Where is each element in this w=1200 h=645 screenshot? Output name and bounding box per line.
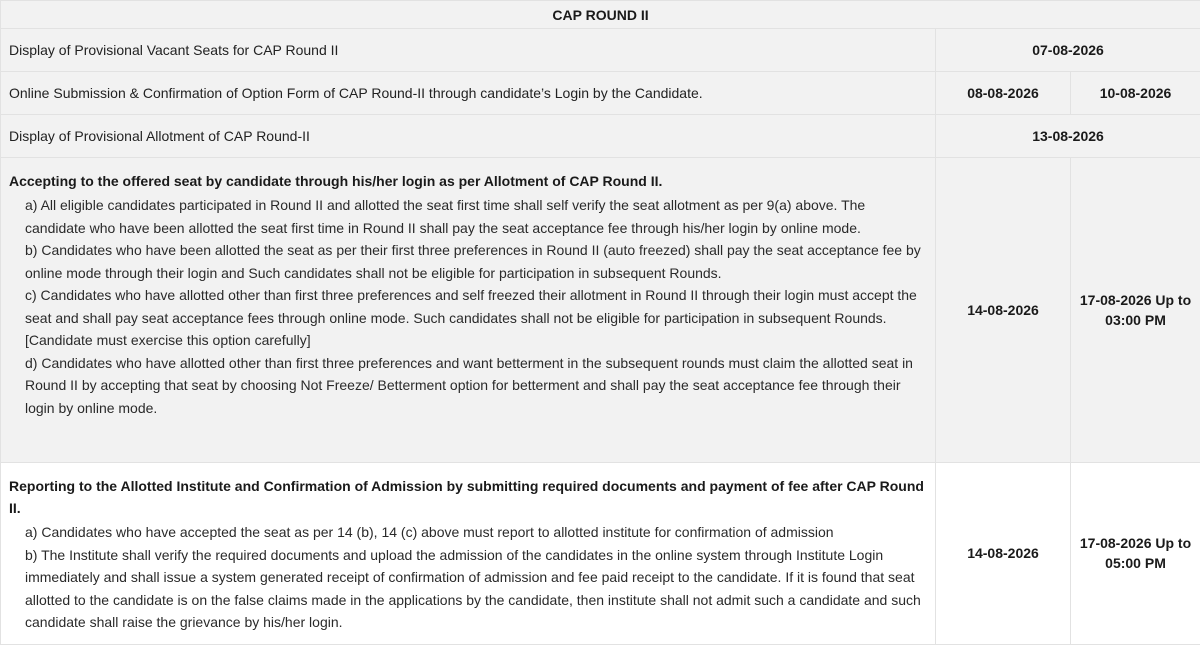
list-item: b) The Institute shall verify the required documents and upload the admission of the candidates in the online system through Institute Login immediately and shall issue a system generated receipt of confirmation of admission and fee paid receipt to the candidate. If it is found that seat allotted to the candidate is on the false claims made in the applications by the candidate, then institute shall not admit such a candidate and such candidate shall raise the grievance by his/her login. — [9, 544, 927, 634]
list-item: a) All eligible candidates participated in Round II and allotted the seat first time shall self verify the seat allotment as per 9(a) above. The candidate who have been allotted the seat first time in Round II shall pay the seat acceptance fee through his/her login by online mode. — [9, 194, 927, 239]
activity-vacant-seats: Display of Provisional Vacant Seats for CAP Round II — [1, 29, 936, 72]
seat-acceptance-heading: Accepting to the offered seat by candidate through his/her login as per Allotment of CAP Round II. — [9, 170, 927, 192]
date-provisional-allotment: 13-08-2026 — [936, 115, 1200, 158]
end-date-line: 17-08-2026 Up to — [1077, 533, 1194, 553]
start-date-option-form: 08-08-2026 — [936, 72, 1071, 115]
table-row — [1, 158, 1200, 463]
list-item: b) Candidates who have been allotted the seat as per their first three preferences in Round II (auto freezed) shall pay the seat acceptance fee by online mode through their login and Such candidates shall not be eligible for participation in subsequent Rounds. — [9, 239, 927, 284]
table-row — [1, 115, 1200, 158]
list-item: a) Candidates who have accepted the seat as per 14 (b), 14 (c) above must report to allotted institute for confirmation of admission — [9, 521, 927, 544]
start-date-reporting: 14-08-2026 — [936, 463, 1071, 645]
list-item: d) Candidates who have allotted other than first three preferences and want betterment in the subsequent rounds must claim the allotted seat in Round II by accepting that seat by choosing Not Freeze/ Betterment option for betterment and shall pay the seat acceptance fee through their login by online mode. — [9, 352, 927, 420]
reporting-heading: Reporting to the Allotted Institute and Confirmation of Admission by submitting required documents and payment of fee after CAP Round II. — [9, 475, 927, 519]
activity-option-form: Online Submission & Confirmation of Option Form of CAP Round-II through candidate’s Login by the Candidate. — [1, 72, 936, 115]
activity-seat-acceptance — [1, 158, 936, 463]
end-date-option-form: 10-08-2026 — [1071, 72, 1200, 115]
table-row — [1, 463, 1200, 645]
start-date-seat-acceptance: 14-08-2026 — [936, 158, 1071, 463]
table-row — [1, 72, 1200, 115]
end-date-seat-acceptance — [1071, 158, 1200, 463]
round-title: CAP ROUND II — [1, 1, 1200, 29]
end-date-reporting — [1071, 463, 1200, 645]
end-date-line: 17-08-2026 Up to — [1077, 290, 1194, 310]
table-row — [1, 29, 1200, 72]
end-time-line: 03:00 PM — [1077, 310, 1194, 330]
end-time-line: 05:00 PM — [1077, 553, 1194, 573]
list-item: c) Candidates who have allotted other than first three preferences and self freezed their allotment in Round II through their login must accept the seat and shall pay seat acceptance fees through online mode. Such candidates shall not be eligible for participation in subsequent Rounds. [Candidate must exercise this option carefully] — [9, 284, 927, 352]
activity-reporting — [1, 463, 936, 645]
date-vacant-seats: 07-08-2026 — [936, 29, 1200, 72]
table-header-row — [1, 1, 1200, 29]
activity-provisional-allotment: Display of Provisional Allotment of CAP Round-II — [1, 115, 936, 158]
